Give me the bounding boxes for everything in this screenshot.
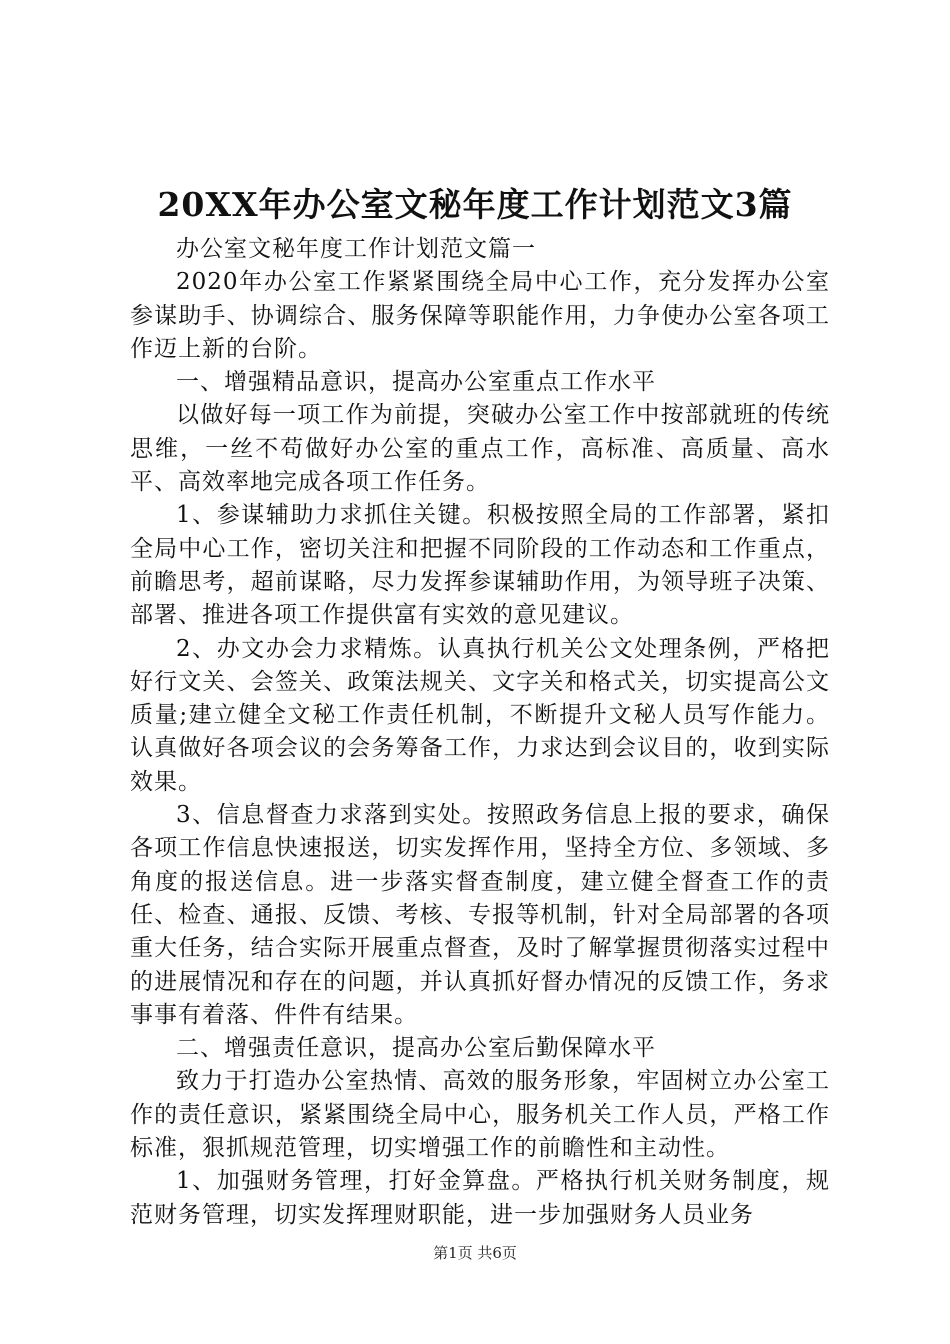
body-paragraph: 2020年办公室工作紧紧围绕全局中心工作，充分发挥办公室参谋助手、协调综合、服务保障等职能作用，力争使办公室各项工作迈上新的台阶。 [130,269,830,362]
section-subtitle: 办公室文秘年度工作计划范文篇一 [176,236,536,262]
body-paragraph: 1、加强财务管理，打好金算盘。严格执行机关财务制度，规范财务管理，切实发挥理财职能，进一步加强财务人员业务 [130,1168,830,1228]
document-body [130,233,830,1232]
body-paragraph: 2、办文办会力求精炼。认真执行机关公文处理条例，严格把好行文关、会签关、政策法规关、文字关和格式关，切实提高公文质量;建立健全文秘工作责任机制，不断提升文秘人员写作能力。认真做好各项会议的会务筹备工作，力求达到会议目的，收到实际效果。 [130,635,830,795]
section-heading: 一、增强精品意识，提高办公室重点工作水平 [176,369,656,396]
page-footer: 第1页 共6页 [433,1244,517,1262]
body-paragraph: 致力于打造办公室热情、高效的服务形象，牢固树立办公室工作的责任意识，紧紧围绕全局中心，服务机关工作人员，严格工作标准，狠抓规范管理，切实增强工作的前瞻性和主动性。 [130,1068,830,1162]
document-title: 20XX年办公室文秘年度工作计划范文3篇 [157,185,793,224]
body-paragraph: 1、参谋辅助力求抓住关键。积极按照全局的工作部署，紧扣全局中心工作，密切关注和把握不同阶段的工作动态和工作重点，前瞻思考，超前谋略，尽力发挥参谋辅助作用，为领导班子决策、部署、推进各项工作提供富有实效的意见建议。 [130,502,830,629]
body-paragraph: 以做好每一项工作为前提，突破办公室工作中按部就班的传统思维，一丝不苟做好办公室的重点工作，高标准、高质量、高水平、高效率地完成各项工作任务。 [130,402,830,496]
section-heading: 二、增强责任意识，提高办公室后勤保障水平 [176,1035,656,1062]
body-paragraph: 3、信息督查力求落到实处。按照政务信息上报的要求，确保各项工作信息快速报送，切实发挥作用，坚持全方位、多领域、多角度的报送信息。进一步落实督查制度，建立健全督查工作的责任、检查、通报、反馈、考核、专报等机制，针对全局部署的各项重大任务，结合实际开展重点督查，及时了解掌握贯彻落实过程中的进展情况和存在的问题，并认真抓好督办情况的反馈工作，务求事事有着落、件件有结果。 [130,802,830,1028]
